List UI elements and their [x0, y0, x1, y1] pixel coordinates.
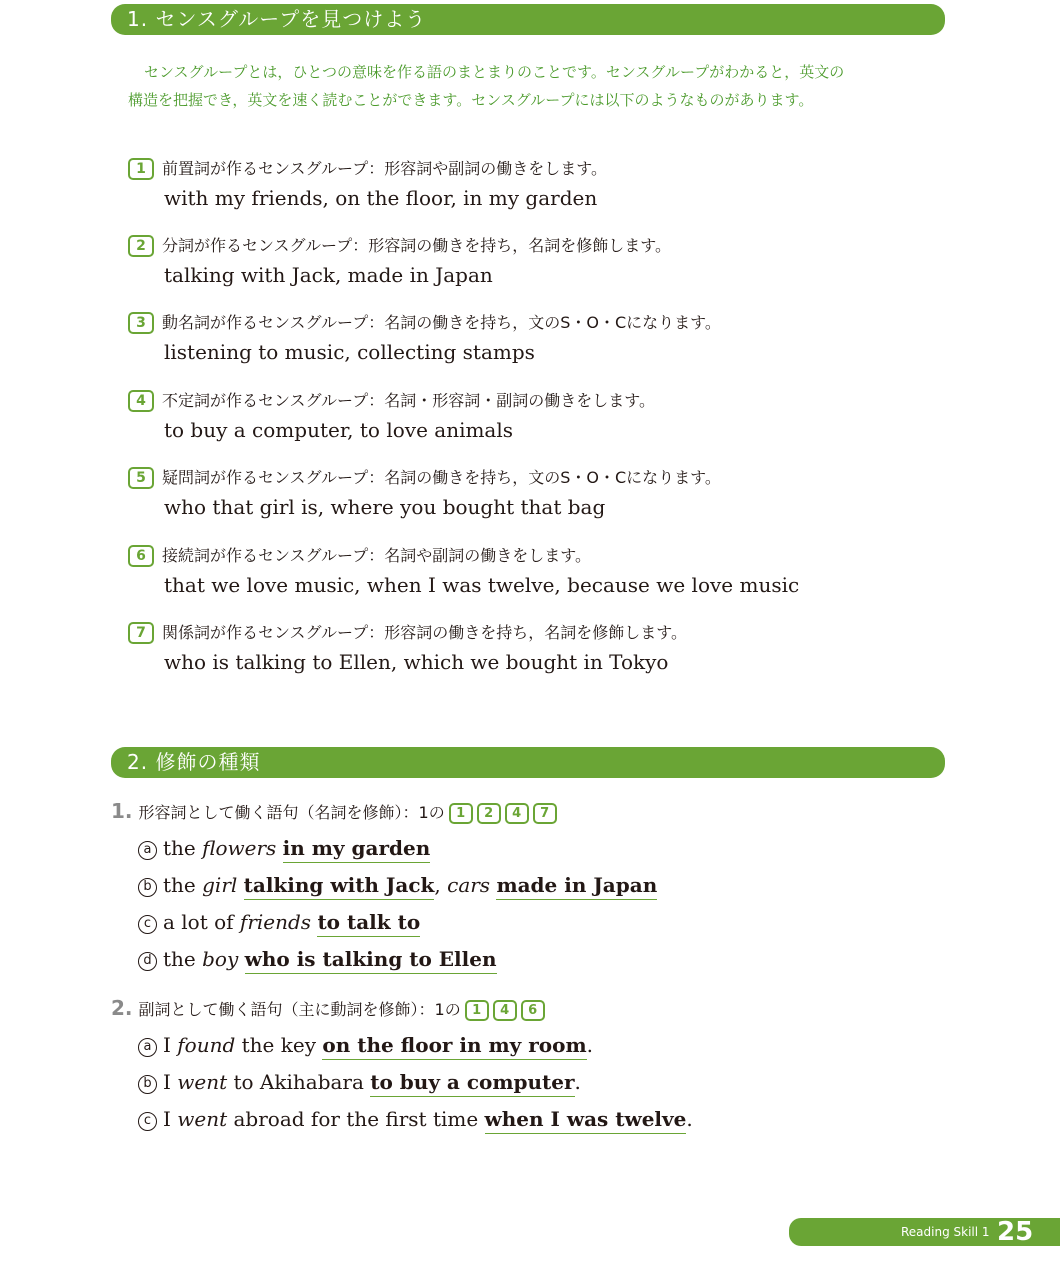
- example-marker: d: [138, 952, 157, 971]
- footer-section-label: Reading Skill 1: [901, 1225, 990, 1239]
- item-en-example: with my friends, on the floor, in my garden: [164, 186, 598, 210]
- modified-noun: friends: [239, 910, 312, 934]
- item-jp-text: 分詞が作るセンスグループ：形容詞の働きを持ち，名詞を修飾します。: [162, 236, 671, 255]
- example-text: .: [586, 1033, 593, 1057]
- example-line: [138, 833, 430, 863]
- item-number-badge: 4: [128, 390, 154, 412]
- modifier-phrase: talking with Jack: [244, 873, 435, 900]
- example-line: [138, 907, 420, 937]
- page-number: 25: [997, 1217, 1034, 1247]
- example-marker: b: [138, 878, 157, 897]
- item-en-example: to buy a computer, to love animals: [164, 418, 514, 442]
- item-jp-text: 疑問詞が作るセンスグループ：名詞の働きを持ち，文のS・O・Cになります。: [162, 468, 721, 487]
- example-text: the key: [235, 1033, 323, 1057]
- modified-verb: went: [177, 1070, 228, 1094]
- example-text: the: [163, 947, 203, 971]
- example-text: ,: [434, 873, 448, 897]
- ref-chip: 4: [493, 1000, 517, 1021]
- subsection-number: 2.: [111, 996, 133, 1020]
- item-jp-text: 接続詞が作るセンスグループ：名詞や副詞の働きをします。: [162, 546, 591, 565]
- subsection-heading: [111, 995, 545, 1023]
- modifier-phrase: in my garden: [283, 836, 431, 863]
- item-number-badge: 3: [128, 312, 154, 334]
- sense-group-item: [128, 543, 928, 601]
- sense-group-item: [128, 310, 928, 368]
- intro-line: センスグループとは，ひとつの意味を作る語のまとまりのことです。センスグループがわかると，英文の: [144, 63, 845, 81]
- sense-group-item: [128, 388, 928, 446]
- example-text: I: [163, 1070, 178, 1094]
- item-en-example: that we love music, when I was twelve, because we love music: [164, 573, 800, 597]
- ref-chip: 2: [477, 803, 501, 824]
- sense-group-item: [128, 465, 928, 523]
- modified-verb: went: [177, 1107, 228, 1131]
- sense-group-item: [128, 156, 928, 214]
- item-jp-text: 関係詞が作るセンスグループ：形容詞の働きを持ち，名詞を修飾します。: [162, 623, 687, 642]
- modifier-phrase: on the floor in my room: [322, 1033, 586, 1060]
- example-text: abroad for the first time: [227, 1107, 485, 1131]
- item-en-example: talking with Jack, made in Japan: [164, 263, 493, 287]
- ref-chip: 7: [533, 803, 557, 824]
- example-text: [237, 873, 243, 897]
- ref-chip: 4: [505, 803, 529, 824]
- example-text: I: [163, 1033, 178, 1057]
- subsection-label: 副詞として働く語句（主に動詞を修飾）：1の: [138, 1000, 461, 1019]
- modifier-phrase: to talk to: [317, 910, 420, 937]
- ref-chip: 6: [521, 1000, 545, 1021]
- modified-noun: boy: [202, 947, 239, 971]
- example-text: [276, 836, 282, 860]
- ref-chip: 1: [449, 803, 473, 824]
- item-en-example: who is talking to Ellen, which we bought in Tokyo: [164, 650, 669, 674]
- modifier-phrase: to buy a computer: [370, 1070, 574, 1097]
- example-line: [138, 1067, 581, 1097]
- sense-group-item: [128, 233, 928, 291]
- item-number-badge: 6: [128, 545, 154, 567]
- example-line: [138, 870, 657, 900]
- section1-intro: [128, 58, 928, 114]
- example-text: a lot of: [163, 910, 240, 934]
- ref-chip: 1: [465, 1000, 489, 1021]
- example-text: to Akihabara: [227, 1070, 371, 1094]
- modified-noun: girl: [202, 873, 238, 897]
- example-marker: c: [138, 915, 157, 934]
- item-number-badge: 2: [128, 235, 154, 257]
- item-number-badge: 5: [128, 467, 154, 489]
- section2-banner: [111, 747, 945, 778]
- example-text: the: [163, 836, 203, 860]
- example-line: [138, 1030, 593, 1060]
- sense-group-item: [128, 620, 928, 678]
- example-line: [138, 1104, 693, 1134]
- example-marker: c: [138, 1112, 157, 1131]
- example-text: the: [163, 873, 203, 897]
- item-jp-text: 動名詞が作るセンスグループ：名詞の働きを持ち，文のS・O・Cになります。: [162, 313, 721, 332]
- subsection-label: 形容詞として働く語句（名詞を修飾）：1の: [138, 803, 445, 822]
- modified-verb: found: [177, 1033, 236, 1057]
- modifier-phrase: who is talking to Ellen: [245, 947, 497, 974]
- page-footer: [789, 1218, 1060, 1246]
- example-text: [238, 947, 244, 971]
- example-line: [138, 944, 497, 974]
- section2-title: 2. 修飾の種類: [127, 750, 261, 774]
- section1-banner: [111, 4, 945, 35]
- example-text: I: [163, 1107, 178, 1131]
- item-en-example: who that girl is, where you bought that bag: [164, 495, 606, 519]
- modifier-phrase: when I was twelve: [485, 1107, 687, 1134]
- example-marker: a: [138, 1038, 157, 1057]
- intro-line: 構造を把握でき，英文を速く読むことができます。センスグループには以下のようなものがあります。: [128, 91, 814, 109]
- item-number-badge: 1: [128, 158, 154, 180]
- modifier-phrase: made in Japan: [496, 873, 657, 900]
- section1-title: 1. センスグループを見つけよう: [127, 7, 427, 31]
- modified-noun: flowers: [202, 836, 277, 860]
- example-marker: b: [138, 1075, 157, 1094]
- example-text: .: [686, 1107, 693, 1131]
- item-jp-text: 不定詞が作るセンスグループ：名詞・形容詞・副詞の働きをします。: [162, 391, 655, 410]
- item-en-example: listening to music, collecting stamps: [164, 340, 535, 364]
- modified-noun: cars: [447, 873, 491, 897]
- subsection-heading: [111, 798, 557, 826]
- example-text: .: [574, 1070, 581, 1094]
- subsection-number: 1.: [111, 799, 133, 823]
- item-number-badge: 7: [128, 622, 154, 644]
- item-jp-text: 前置詞が作るセンスグループ：形容詞や副詞の働きをします。: [162, 159, 607, 178]
- example-marker: a: [138, 841, 157, 860]
